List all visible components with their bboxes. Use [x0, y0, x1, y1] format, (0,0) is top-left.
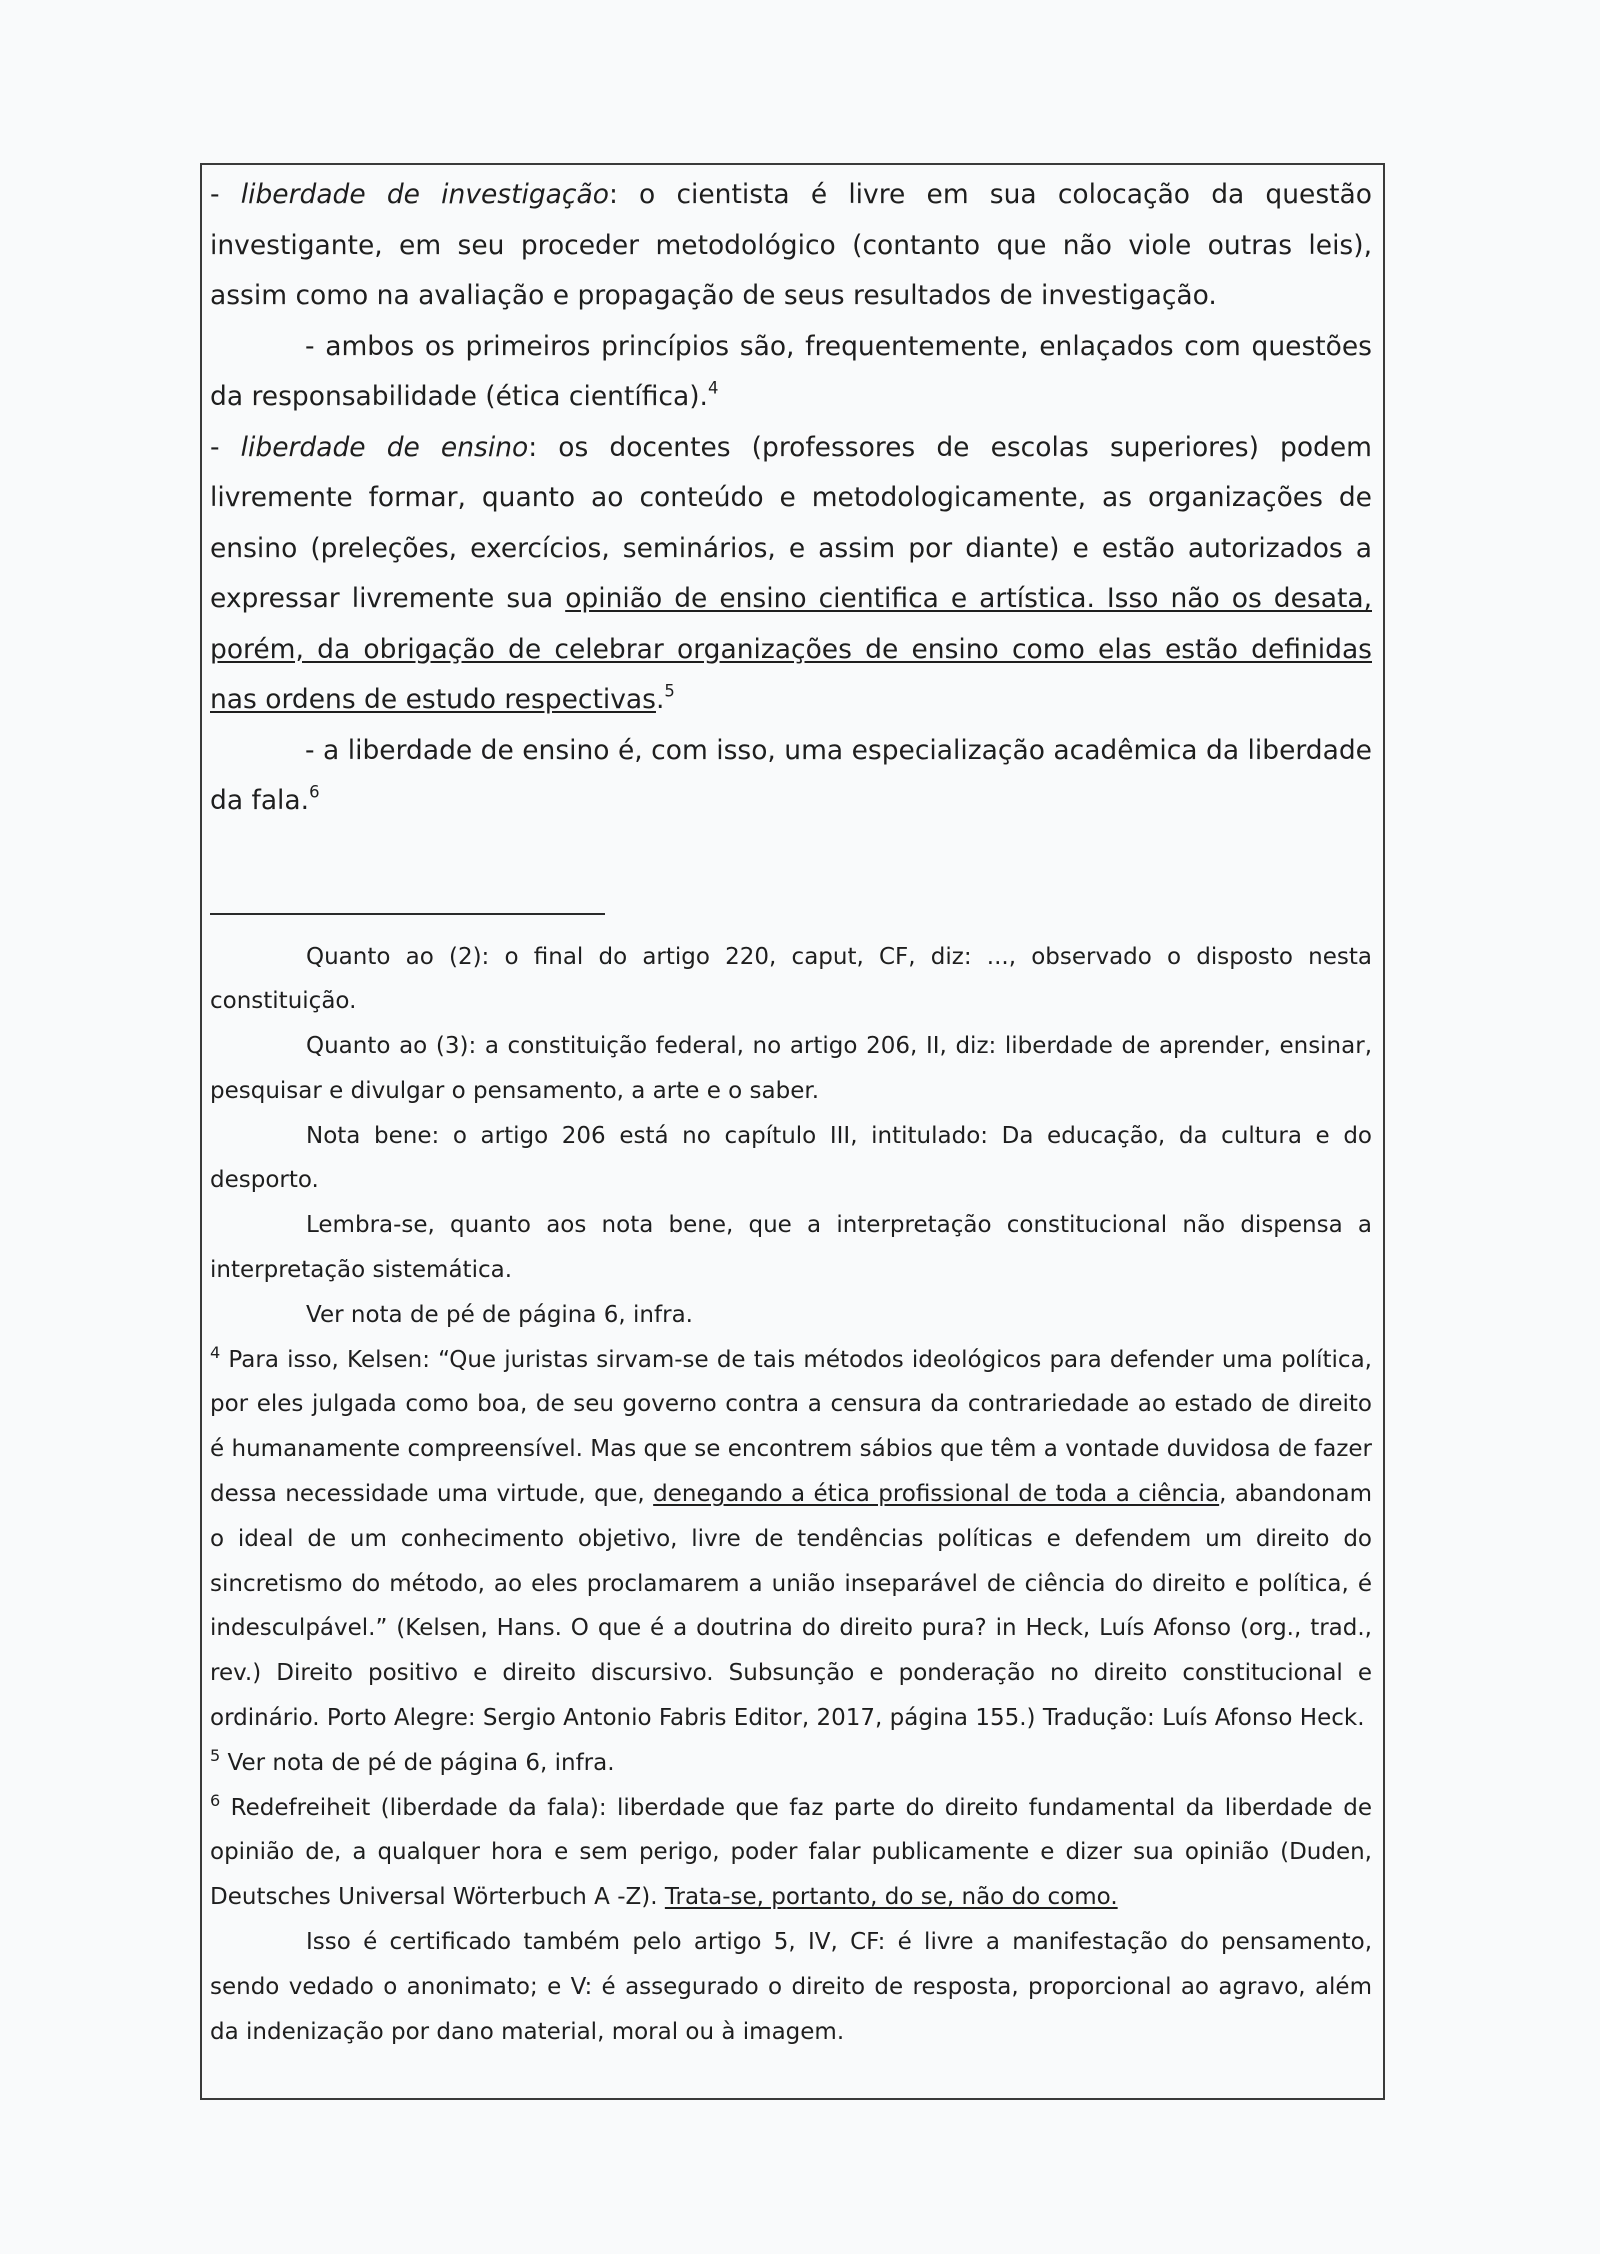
footnote-number: 5: [210, 1746, 221, 1765]
note-article-206: Quanto ao (3): a constituição federal, no artigo 206, II, diz: liberdade de aprender, ensinar, pesquisar e divulgar o pensamento, a arte e o saber.: [210, 1033, 1372, 1104]
footnote-separator: [210, 913, 605, 915]
note-see-footnote-6: Ver nota de pé de página 6, infra.: [306, 1301, 693, 1328]
main-text: [210, 170, 1372, 827]
underlined-passage: denegando a ética profissional de toda a ciência: [653, 1481, 1220, 1508]
paragraph-investigation-freedom: - liberdade de investigação: o cientista é livre em sua colocação da questão investigante, em seu proceder metodológico (contanto que não viole outras leis), assim como na avaliação e propagação de seus resultados de investigação.: [210, 179, 1372, 311]
term-teaching-freedom: liberdade de ensino: [240, 431, 529, 463]
document-body: [210, 170, 1372, 2054]
footnote-ref-6[interactable]: 6: [309, 782, 320, 802]
note-nota-bene: Nota bene: o artigo 206 está no capítulo III, intitulado: Da educação, da cultura e do desporto.: [210, 1122, 1372, 1194]
footnote-ref-5[interactable]: 5: [664, 681, 675, 701]
term-investigation-freedom: liberdade de investigação: [240, 179, 609, 210]
footnote-number: 6: [210, 1790, 221, 1810]
footnote-ref-4[interactable]: 4: [707, 378, 719, 398]
footnote-6-continuation: Isso é certificado também pelo artigo 5, IV, CF: é livre a manifestação do pensamento, sendo vedado o anonimato; e V: é assegurado o direito de resposta, proporcional ao agravo, além da indenização por dano material, moral ou à imagem.: [210, 1929, 1372, 2045]
paragraph-teaching-freedom: - liberdade de ensino: os docentes (professores de escolas superiores) podem livremente formar, quanto ao conteúdo e metodologicamente, as organizações de ensino (preleções, exercícios, seminários, e assim por diante) e estão autorizados a expressar livremente sua opinião de ensino cientifica e artística. Isso não os desata, porém, da obrigação de celebrar organizações de ensino como elas estão definidas nas ordens de estudo respectivas.$^5$: [210, 431, 1372, 715]
footnote-4: $^4$ Para isso, Kelsen: “Que juristas sirvam-se de tais métodos ideológicos para defender uma política, por eles julgada como boa, de seu governo contra a censura da contrariedade ao estado de direito é humanamente compreensível. Mas que se encontrem sábios que têm a vontade duvidosa de fazer dessa necessidade uma virtude, que, denegando a ética profissional de toda a ciência, abandonam o ideal de um conhecimento objetivo, livre de tendências políticas e defendem um direito do sincretismo do método, ao eles proclamarem a união inseparável de ciência do direito e política, é indesculpável.” (Kelsen, Hans. O que é a doutrina do direito pura? in Heck, Luís Afonso (org., trad., rev.) Direito positivo e direito discursivo. Subsunção e ponderação no direito constitucional e ordinário. Porto Alegre: Sergio Antonio Fabris Editor, 2017, página 155.) Tradução: Luís Afonso Heck.: [210, 1342, 1372, 1732]
footnote-6: $^6$ Redefreiheit (liberdade da fala): liberdade que faz parte do direito fundamental da liberdade de opinião de, a qualquer hora e sem perigo, poder falar publicamente e dizer sua opinião (Duden, Deutsches Universal Wörterbuch A -Z). Trata-se, portanto, do se, não do como.: [210, 1790, 1372, 1911]
note-article-220: Quanto ao (2): o final do artigo 220, caput, CF, diz: ..., observado o disposto nesta constituição.: [210, 943, 1372, 1015]
footnote-5: $^5$ Ver nota de pé de página 6, infra.: [210, 1746, 615, 1776]
note-interpretation: Lembra-se, quanto aos nota bene, que a interpretação constitucional não dispensa a interpretação sistemática.: [210, 1212, 1372, 1284]
paragraph-responsibility: - ambos os primeiros princípios são, frequentemente, enlaçados com questões da responsabilidade (ética científica).$^4$: [210, 330, 1372, 412]
paragraph-speech-freedom: - a liberdade de ensino é, com isso, uma especialização acadêmica da liberdade da fala.$^6$: [210, 734, 1372, 816]
footnotes: [210, 935, 1372, 2055]
footnote-number: 4: [210, 1342, 221, 1362]
underlined-passage: Trata-se, portanto, do se, não do como.: [664, 1884, 1118, 1911]
underlined-passage: opinião de ensino cientifica e artística. Isso não os desata, porém, da obrigação de celebrar organizações de ensino como elas estão definidas nas ordens de estudo respectivas: [210, 583, 1372, 715]
